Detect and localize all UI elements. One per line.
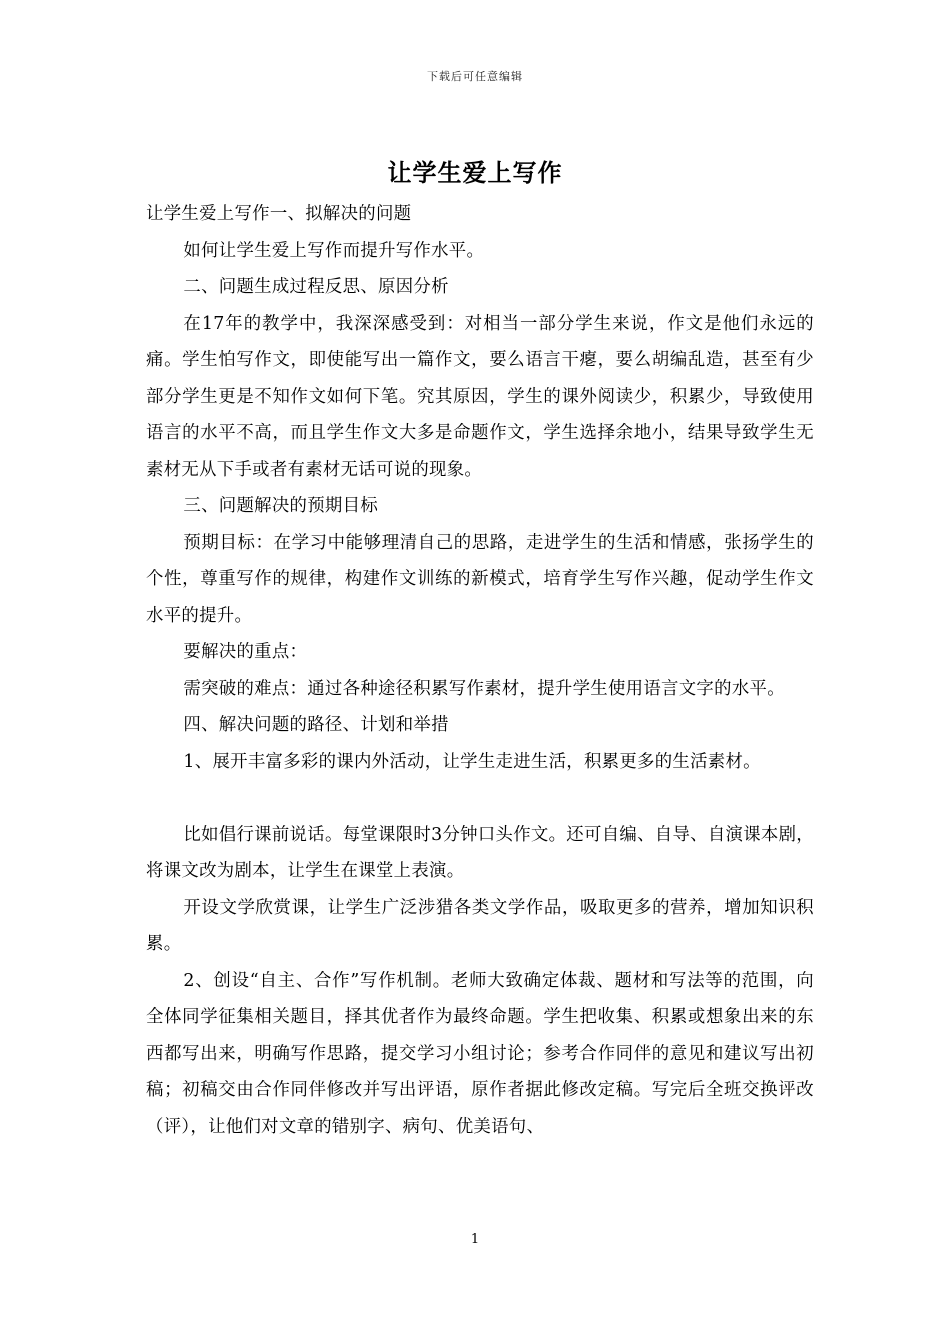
document-title: 让学生爱上写作 (387, 158, 563, 187)
paragraph-expected-goals: 预期目标：在学习中能够理清自己的思路，走进学生的生活和情感，张扬学生的个性，尊重写作的规律，构建作文训练的新模式，培育学生写作兴趣，促动学生作文水平的提升。 (146, 532, 814, 626)
paragraph-key-points: 要解决的重点： (183, 642, 308, 662)
paragraph-section-four-heading: 四、解决问题的路径、计划和举措 (183, 715, 449, 735)
paragraph-classroom-speaking: 比如倡行课前说话。每堂课限时3分钟口头作文。还可自编、自导、自演课本剧，将课文改为剧本，让学生在课堂上表演。 (146, 824, 814, 881)
paragraph-difficulties: 需突破的难点：通过各种途径积累写作素材，提升学生使用语言文字的水平。 (183, 678, 785, 699)
paragraph-problem-statement: 如何让学生爱上写作而提升写作水平。 (183, 240, 485, 261)
paragraph-cause-analysis: 在17年的教学中，我深深感受到：对相当一部分学生来说，作文是他们永远的痛。学生怕写作文，即使能写出一篇作文，要么语言干瘪，要么胡编乱造，甚至有少部分学生更是不知作文如何下笔。究其原因，学生的课外阅读少，积累少，导致使用语言的水平不高，而且学生作文大多是命题作文，学生选择余地小，结果导致学生无素材无从下手或者有素材无话可说的现象。 (146, 313, 814, 480)
paragraph-section-one-heading: 让学生爱上写作一、拟解决的问题 (146, 204, 412, 224)
paragraph-literature-course: 开设文学欣赏课，让学生广泛涉猎各类文学作品，吸取更多的营养，增加知识积累。 (146, 897, 814, 954)
paragraph-section-three-heading: 三、问题解决的预期目标 (183, 496, 379, 516)
paragraph-section-two-heading: 二、问题生成过程反思、原因分析 (183, 277, 449, 297)
document-body (146, 196, 814, 1145)
header-note: 下载后可任意编辑 (427, 70, 523, 83)
paragraph-measure-two: 2、创设“自主、合作”写作机制。老师大致确定体裁、题材和写法等的范围，向全体同学征集相关题目，择其优者作为最终命题。学生把收集、积累或想象出来的东西都写出来，明确写作思路，提交学习小组讨论；参考合作同伴的意见和建议写出初稿；初稿交由合作同伴修改并写出评语，原作者据此修改定稿。写完后全班交换评改（评），让他们对文章的错别字、病句、优美语句、 (146, 970, 814, 1137)
page-number: 1 (470, 1232, 480, 1247)
paragraph-measure-one: 1、展开丰富多彩的课内外活动，让学生走进生活，积累更多的生活素材。 (183, 751, 761, 772)
